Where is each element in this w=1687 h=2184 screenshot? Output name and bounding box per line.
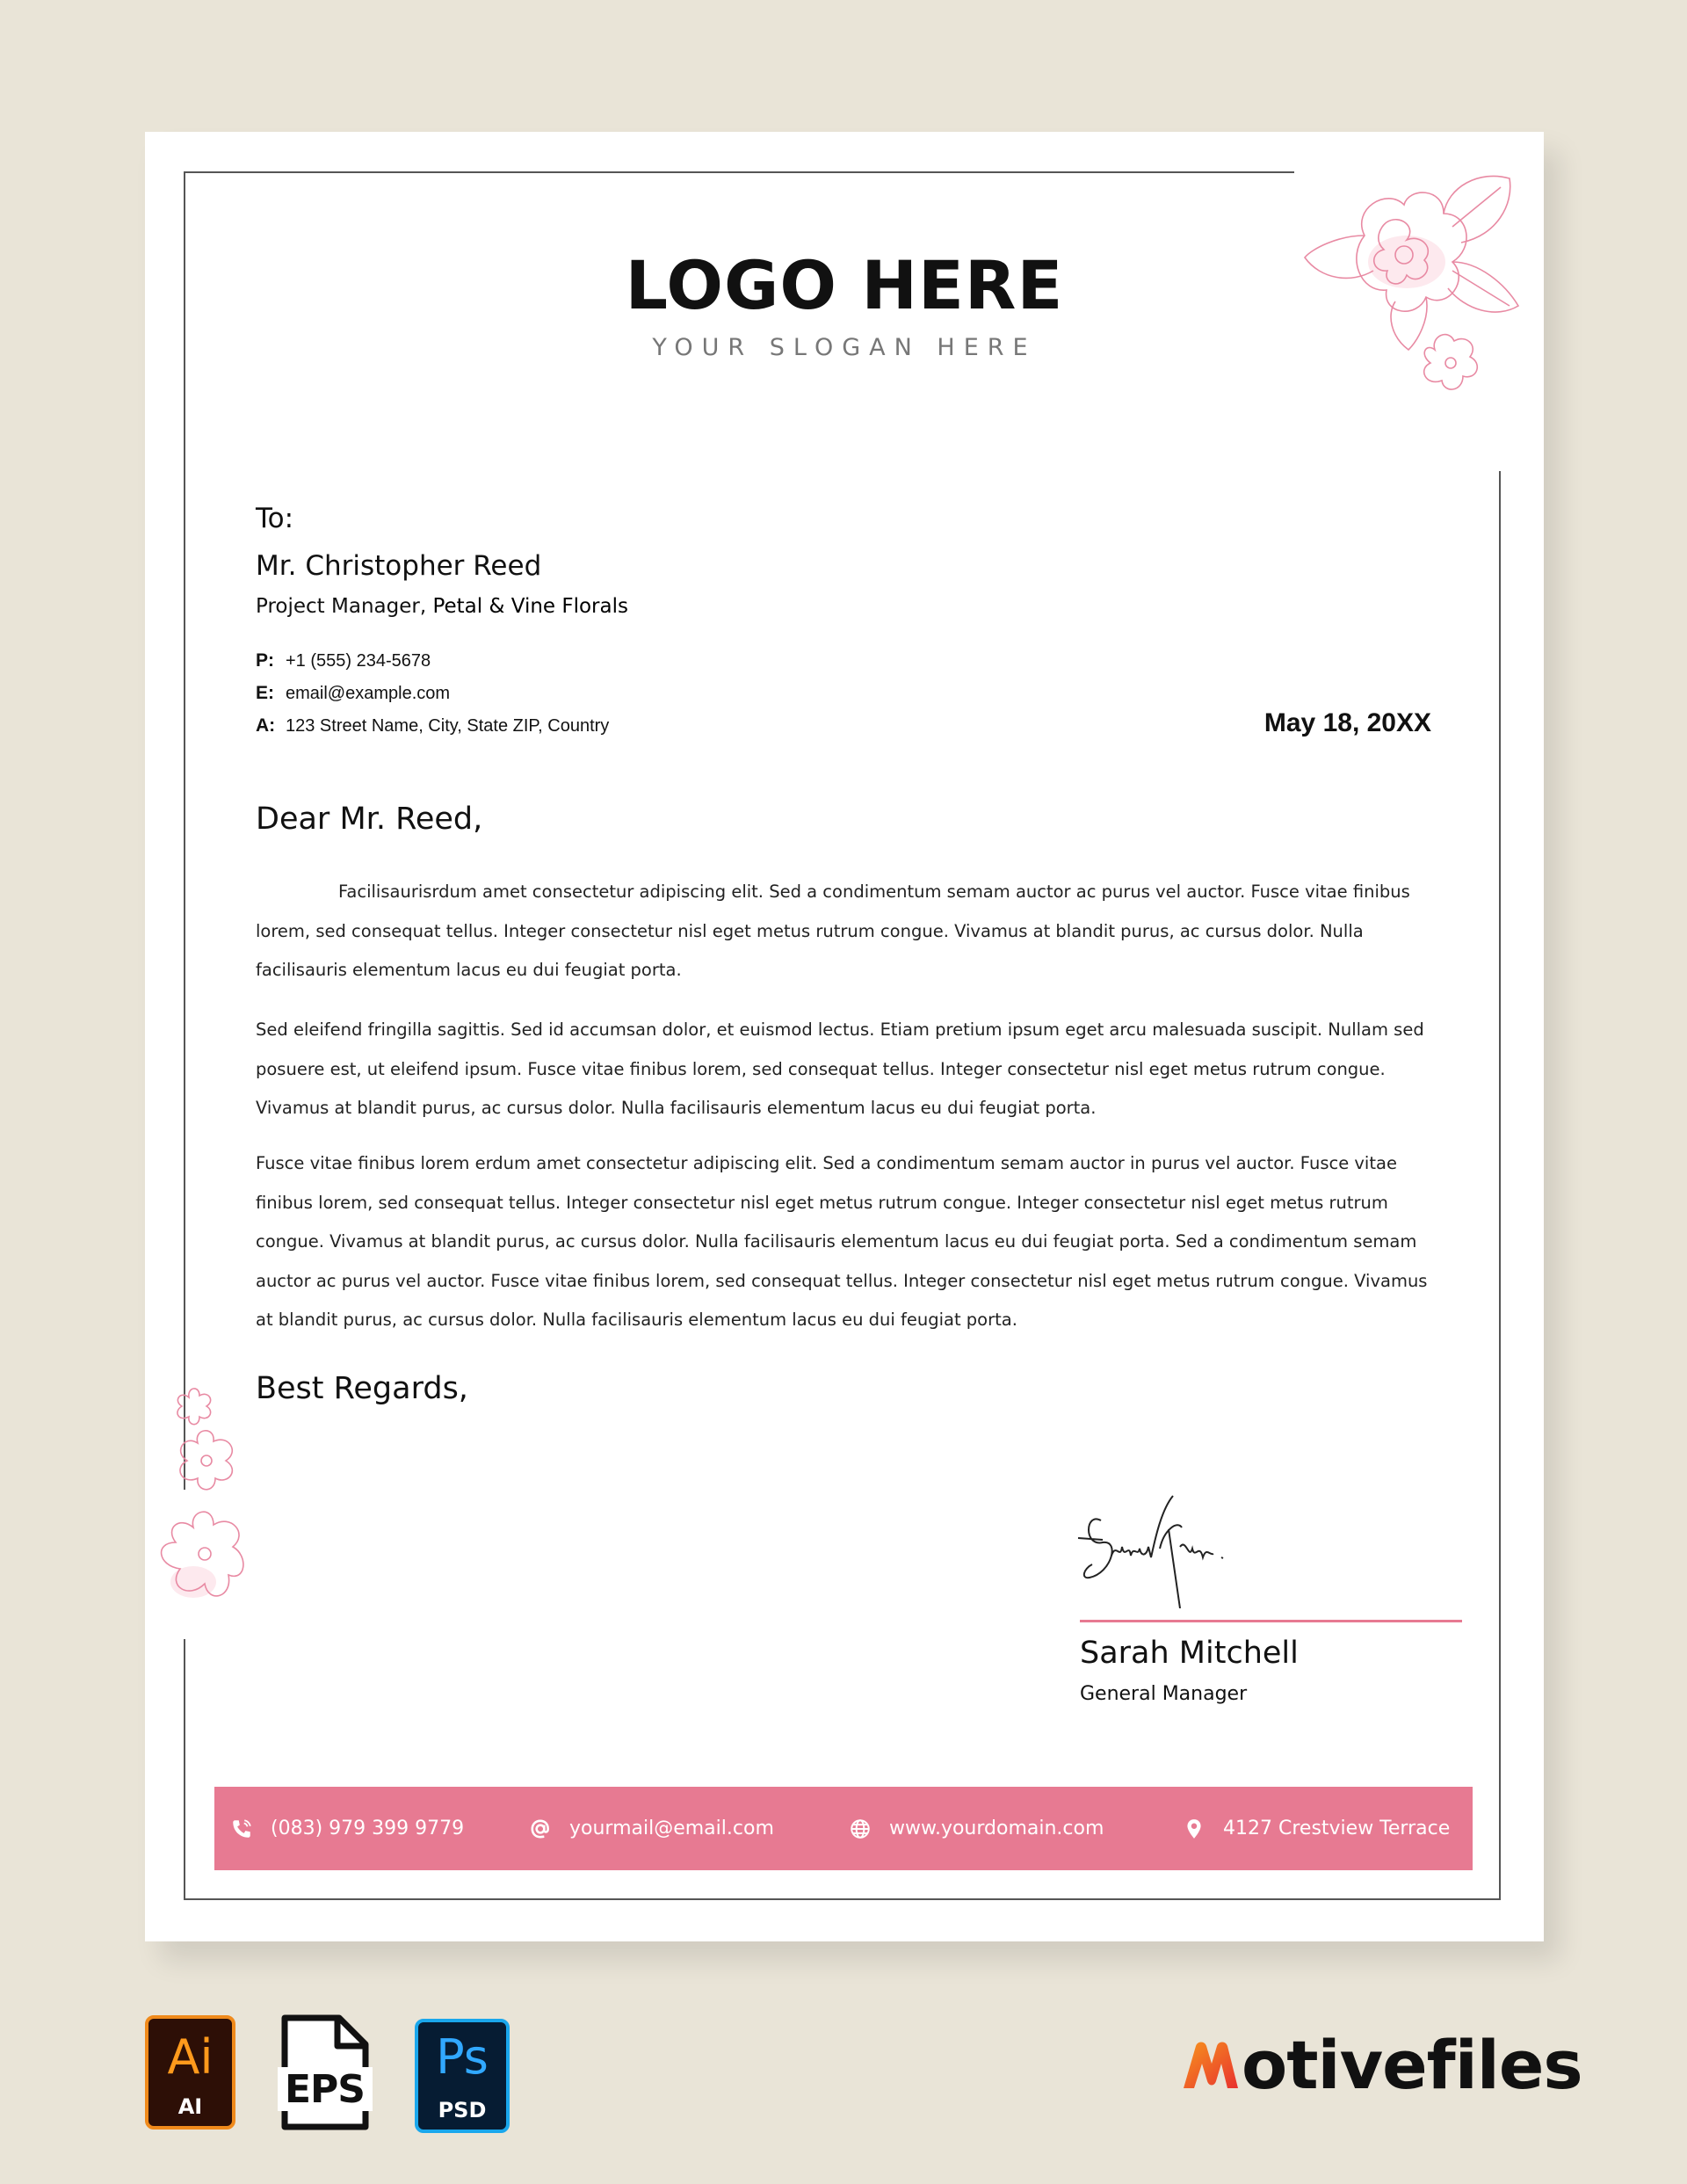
ai-format-badge — [145, 2015, 235, 2130]
body-paragraph-1: Facilisaurisrdum amet consectetur adipiscing elit. Sed a condimentum semam auctor ac purus vel auctor. Fusce vitae finibus lorem, sed consequat tellus. Integer consectetur nisl eget metus rutrum congue. Vivamus at blandit purus, ac cursus dolor. Nulla facilisauris elementum lacus eu dui feugiat porta. — [256, 882, 1410, 980]
floral-decoration-icon — [145, 1380, 259, 1635]
footer-phone-text: (083) 979 399 9779 — [271, 1818, 465, 1839]
recipient-phone-row — [256, 650, 431, 671]
motivefiles-brand-logo — [1180, 2026, 1582, 2104]
location-pin-icon — [1181, 1816, 1207, 1842]
ps-badge-logo: Ps — [436, 2029, 489, 2085]
logo-text: LOGO HERE — [625, 246, 1064, 324]
greeting: Dear Mr. Reed, — [256, 802, 483, 837]
footer-email[interactable] — [527, 1787, 774, 1870]
recipient-address: 123 Street Name, City, State ZIP, Country — [286, 716, 610, 736]
footer-contact-bar — [214, 1787, 1473, 1870]
brand-name: otivefiles — [1242, 2026, 1582, 2104]
frame-line-left-lower — [184, 1639, 185, 1899]
recipient-phone: +1 (555) 234-5678 — [286, 651, 431, 671]
recipient-name: Mr. Christopher Reed — [256, 550, 542, 582]
closing: Best Regards, — [256, 1371, 468, 1406]
letterhead-sheet — [145, 132, 1544, 1941]
eps-format-badge — [278, 2014, 373, 2132]
footer-website[interactable] — [847, 1787, 1104, 1870]
signature — [1076, 1494, 1252, 1608]
ai-badge-label: AI — [177, 2094, 203, 2119]
slogan-text: YOUR SLOGAN HERE — [652, 334, 1037, 361]
footer-website-text: www.yourdomain.com — [889, 1818, 1104, 1839]
body-paragraph-2: Sed eleifend fringilla sagittis. Sed id accumsan dolor, et euismod lectus. Etiam pretium ipsum eget arcu malesuada suscipit. Nullam sed posuere est, ut eleifend ipsum. Fusce vitae finibus lorem, sed consequat tellus. Integer consectetur nisl eget metus rutrum congue. Vivamus at blandit purus, ac cursus dolor. Nulla facilisauris elementum lacus eu dui feugiat porta. — [256, 1019, 1424, 1118]
letter-date: May 18, 20XX — [1263, 708, 1431, 737]
footer-address — [1181, 1787, 1450, 1870]
recipient-address-row — [256, 715, 609, 736]
ps-badge-label: PSD — [438, 2098, 487, 2122]
frame-line-right — [1499, 471, 1501, 1899]
motivefiles-m-icon — [1180, 2034, 1242, 2095]
globe-icon — [847, 1816, 873, 1842]
phone-key: P: — [256, 650, 274, 671]
signer-title: General Manager — [1080, 1683, 1248, 1705]
recipient-company: Petal & Vine Florals — [432, 595, 628, 618]
frame-line-top — [184, 171, 1294, 173]
psd-format-badge — [415, 2019, 510, 2133]
recipient-email: email@example.com — [286, 684, 451, 703]
recipient-position: Project Manager, — [256, 595, 427, 618]
ai-badge-logo: Ai — [167, 2029, 214, 2085]
frame-line-left-upper — [184, 171, 185, 1490]
signature-line — [1080, 1620, 1462, 1622]
to-label: To: — [256, 503, 294, 534]
recipient-role — [256, 595, 628, 618]
frame-line-bottom — [184, 1898, 1501, 1900]
address-key: A: — [256, 715, 276, 736]
signer-name: Sarah Mitchell — [1080, 1636, 1299, 1671]
footer-email-text: yourmail@email.com — [569, 1818, 774, 1839]
eps-badge-label: EPS — [285, 2067, 365, 2112]
footer-phone[interactable] — [228, 1787, 464, 1870]
phone-icon — [228, 1816, 255, 1842]
at-sign-icon — [527, 1816, 554, 1842]
footer-address-text: 4127 Crestview Terrace — [1223, 1818, 1451, 1839]
recipient-email-row — [256, 683, 450, 704]
email-key: E: — [256, 683, 274, 703]
body-paragraph-3: Fusce vitae finibus lorem erdum amet consectetur adipiscing elit. Sed a condimentum semam auctor in purus vel auctor. Fusce vitae finibus lorem, sed consequat tellus. Integer consectetur nisl eget metus rutrum congue. Integer consectetur nisl eget metus rutrum congue. Vivamus at blandit purus, ac cursus dolor. Nulla facilisauris elementum lacus eu dui feugiat porta. Sed a condimentum semam auctor ac purus vel auctor. Fusce vitae finibus lorem, sed consequat tellus. Integer consectetur nisl eget metus rutrum congue. Vivamus at blandit purus, ac cursus dolor. Nulla facilisauris elementum lacus eu dui feugiat porta. — [256, 1153, 1428, 1330]
